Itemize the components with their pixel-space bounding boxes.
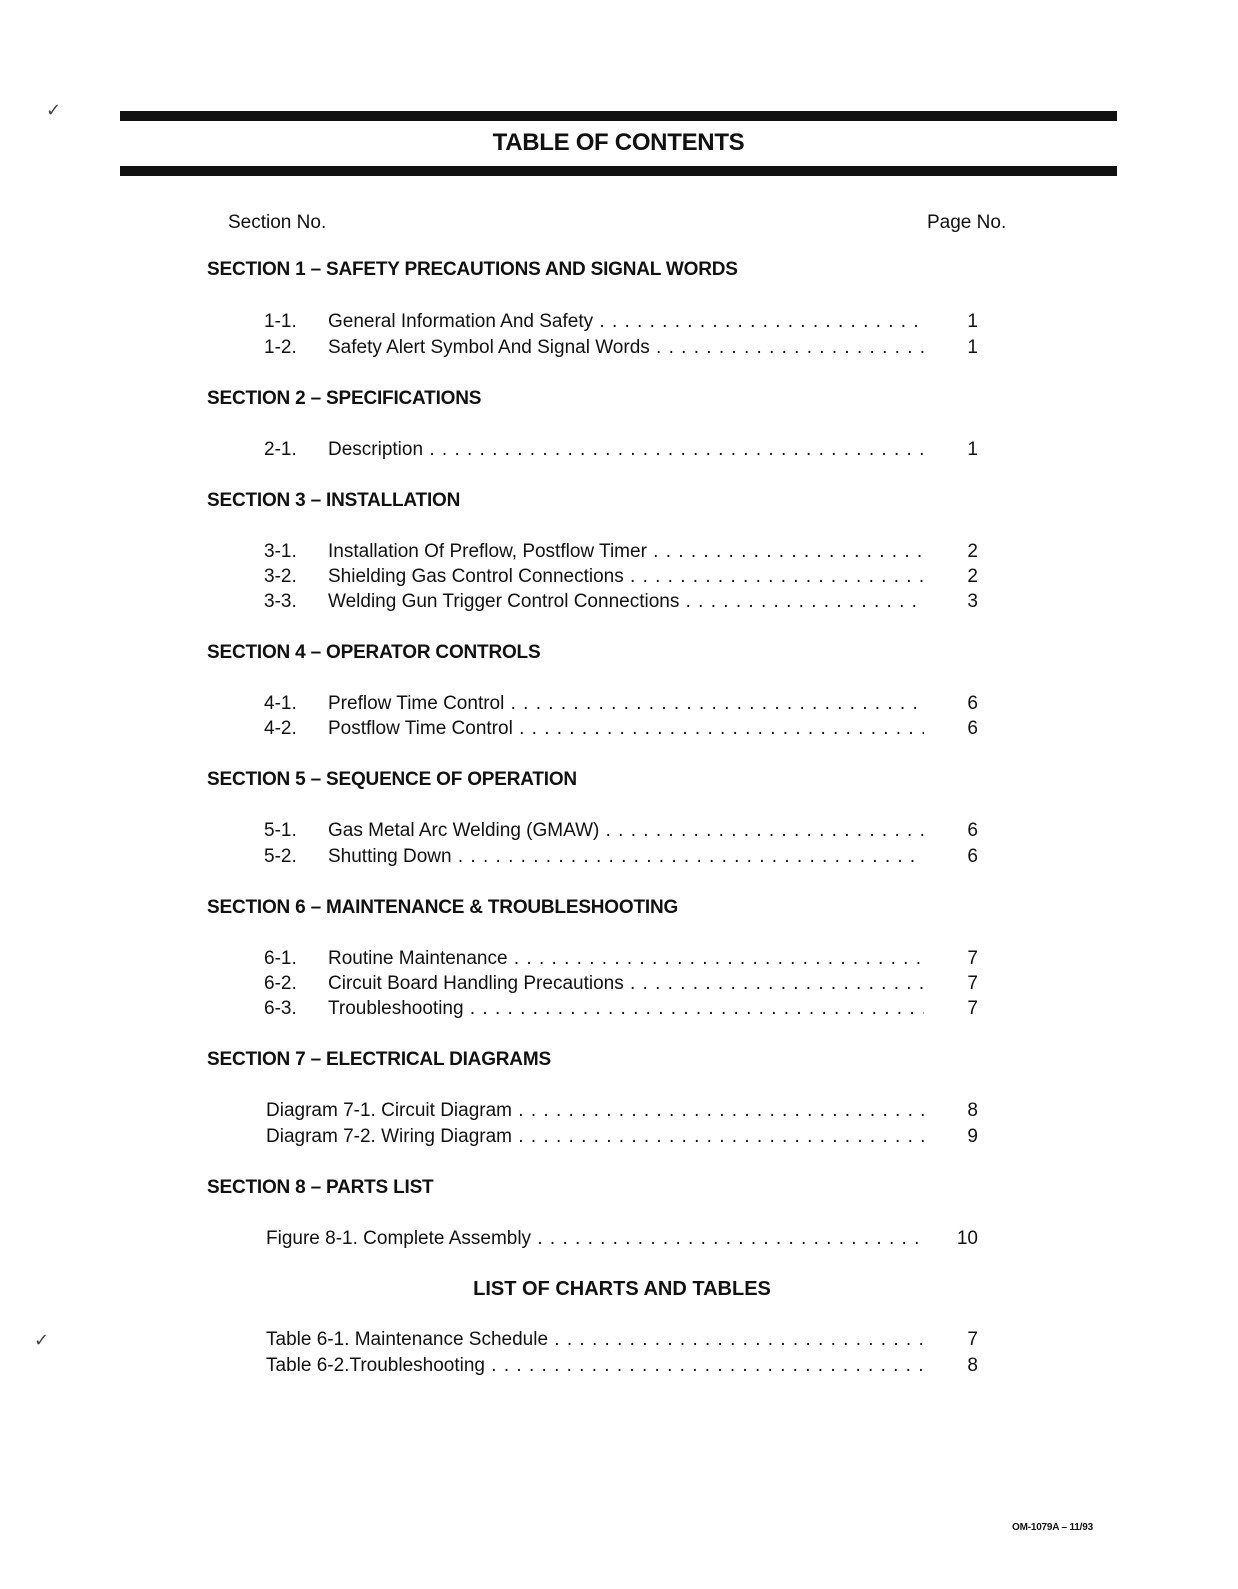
check-mark-icon: ✓ — [34, 1330, 50, 1350]
entry-page: 7 — [967, 948, 978, 969]
entry-label: Figure 8-1. Complete Assembly . . . — [266, 1228, 924, 1250]
toc-entry[interactable] — [264, 846, 978, 870]
entry-page: 7 — [967, 973, 978, 994]
section-heading: SECTION 7 – ELECTRICAL DIAGRAMS — [207, 1049, 551, 1070]
entry-page: 8 — [967, 1100, 978, 1121]
column-header-section: Section No. — [228, 212, 327, 233]
entry-label: Routine Maintenance . . . — [328, 948, 924, 970]
entry-number: 6-1. — [264, 948, 297, 969]
entry-page: 1 — [967, 311, 978, 332]
toc-entry[interactable] — [264, 1100, 978, 1124]
entry-label: Installation Of Preflow, Postflow Timer . . . — [328, 541, 924, 563]
toc-entry[interactable] — [264, 591, 978, 615]
entry-label: Safety Alert Symbol And Signal Words . . . — [328, 337, 924, 359]
entry-page: 7 — [967, 1329, 978, 1350]
entry-page: 10 — [956, 1228, 978, 1249]
document-code: OM-1079A – 11/93 — [1012, 1522, 1093, 1533]
entry-number: 3-3. — [264, 591, 297, 612]
toc-entry[interactable] — [264, 541, 978, 565]
entry-label: Diagram 7-2. Wiring Diagram . . . — [266, 1126, 924, 1148]
entry-page: 1 — [967, 337, 978, 358]
section-heading: SECTION 1 – SAFETY PRECAUTIONS AND SIGNAL WORDS — [207, 259, 738, 280]
entry-label: General Information And Safety . . . — [328, 311, 924, 333]
toc-entry[interactable] — [264, 311, 978, 335]
entry-label: Diagram 7-1. Circuit Diagram . . . — [266, 1100, 924, 1122]
check-mark-icon: ✓ — [46, 100, 62, 120]
section-heading: SECTION 3 – INSTALLATION — [207, 490, 461, 511]
toc-entry[interactable] — [264, 1329, 978, 1353]
toc-entry[interactable] — [264, 1228, 978, 1252]
toc-entry[interactable] — [264, 718, 978, 742]
section-heading: SECTION 6 – MAINTENANCE & TROUBLESHOOTING — [207, 897, 679, 918]
entry-number: 3-2. — [264, 566, 297, 587]
toc-entry[interactable] — [264, 820, 978, 844]
entry-label: Table 6-1. Maintenance Schedule . . . — [266, 1329, 924, 1351]
entry-number: 1-1. — [264, 311, 297, 332]
entry-number: 5-2. — [264, 846, 297, 867]
entry-label: Table 6-2.Troubleshooting . . . — [266, 1355, 924, 1377]
entry-number: 6-3. — [264, 998, 297, 1019]
toc-entry[interactable] — [264, 973, 978, 997]
entry-page: 9 — [967, 1126, 978, 1147]
entry-number: 1-2. — [264, 337, 297, 358]
entry-number: 6-2. — [264, 973, 297, 994]
entry-page: 6 — [967, 846, 978, 867]
entry-label: Postflow Time Control . . . — [328, 718, 924, 740]
page-title: TABLE OF CONTENTS — [492, 129, 745, 156]
entry-label: Troubleshooting . . . — [328, 998, 924, 1020]
section-heading: SECTION 4 – OPERATOR CONTROLS — [207, 642, 541, 663]
section-heading: SECTION 5 – SEQUENCE OF OPERATION — [207, 769, 577, 790]
entry-number: 5-1. — [264, 820, 297, 841]
toc-entry[interactable] — [264, 948, 978, 972]
entry-page: 2 — [967, 566, 978, 587]
entry-page: 6 — [967, 820, 978, 841]
entry-page: 2 — [967, 541, 978, 562]
charts-tables-heading: LIST OF CHARTS AND TABLES — [473, 1278, 771, 1300]
entry-page: 8 — [967, 1355, 978, 1376]
entry-number: 3-1. — [264, 541, 297, 562]
toc-entry[interactable] — [264, 566, 978, 590]
entry-label: Description . . . — [328, 439, 924, 461]
entry-page: 6 — [967, 718, 978, 739]
column-header-page: Page No. — [927, 212, 1007, 233]
section-heading: SECTION 8 – PARTS LIST — [207, 1177, 434, 1198]
entry-number: 2-1. — [264, 439, 297, 460]
toc-entry[interactable] — [264, 998, 978, 1022]
entry-number: 4-1. — [264, 693, 297, 714]
toc-entry[interactable] — [264, 1126, 978, 1150]
entry-page: 6 — [967, 693, 978, 714]
entry-label: Gas Metal Arc Welding (GMAW) . . . — [328, 820, 924, 842]
top-rule — [120, 111, 1117, 121]
toc-entry[interactable] — [264, 439, 978, 463]
entry-page: 1 — [967, 439, 978, 460]
entry-label: Shielding Gas Control Connections . . . — [328, 566, 924, 588]
toc-entry[interactable] — [264, 693, 978, 717]
entry-label: Welding Gun Trigger Control Connections . . . — [328, 591, 924, 613]
entry-page: 3 — [967, 591, 978, 612]
entry-label: Circuit Board Handling Precautions . . . — [328, 973, 924, 995]
toc-entry[interactable] — [264, 1355, 978, 1379]
entry-number: 4-2. — [264, 718, 297, 739]
entry-label: Preflow Time Control . . . — [328, 693, 924, 715]
entry-page: 7 — [967, 998, 978, 1019]
bottom-rule — [120, 166, 1117, 176]
toc-entry[interactable] — [264, 337, 978, 361]
section-heading: SECTION 2 – SPECIFICATIONS — [207, 388, 482, 409]
entry-label: Shutting Down . . . — [328, 846, 924, 868]
